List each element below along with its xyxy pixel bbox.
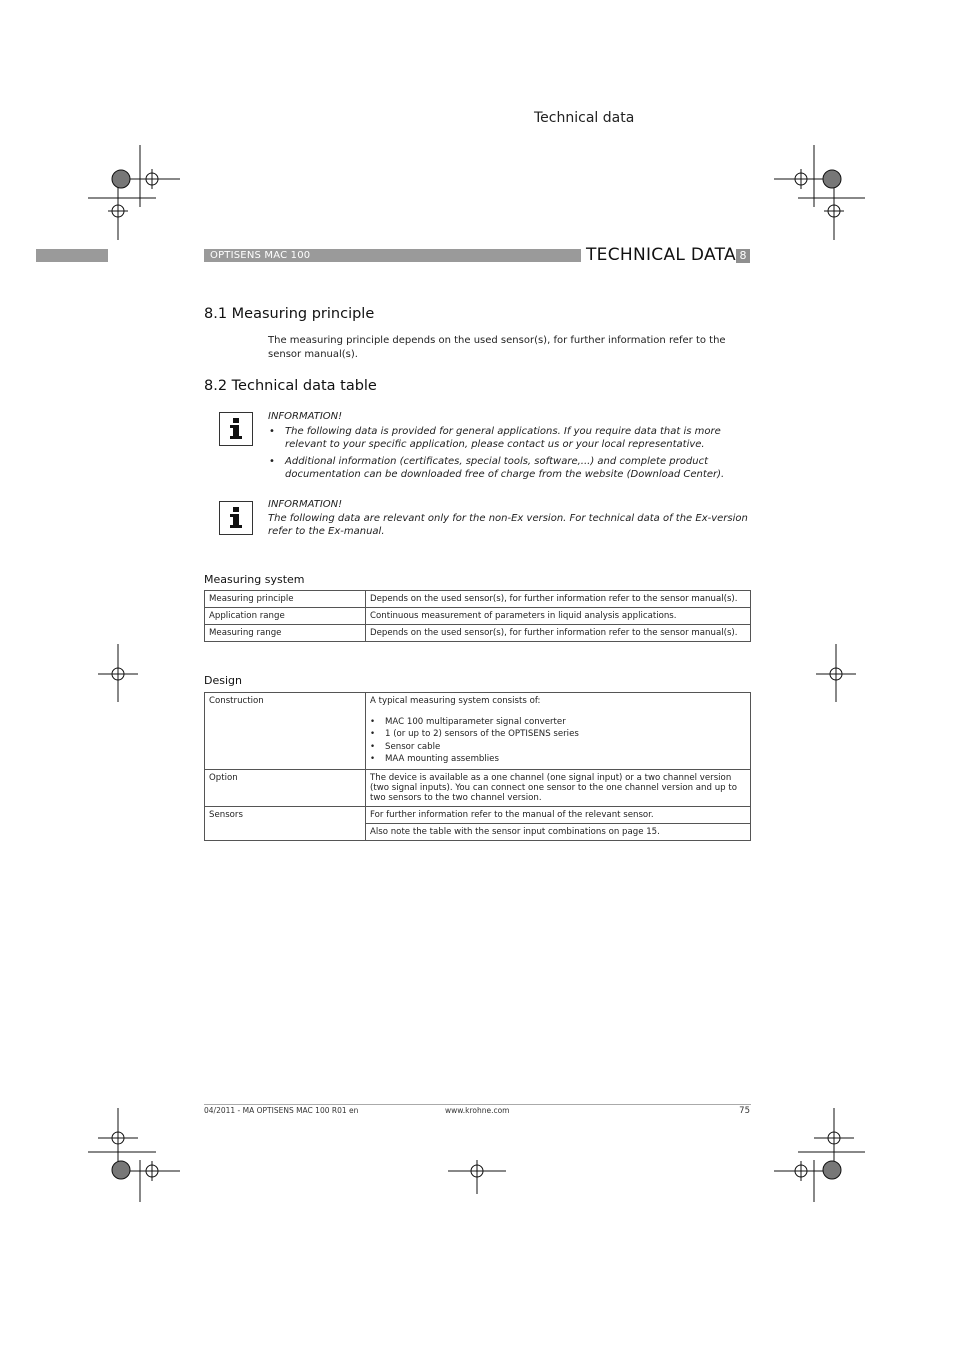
information-note-2 [268,498,753,539]
product-name: OPTISENS MAC 100 [210,250,311,261]
information-note-1 [268,410,753,485]
bullet: • [370,717,376,727]
bullet: • [370,729,376,740]
measuring-principle-text: The measuring principle depends on the used sensor(s), for further information refer to the sensor manual(s). [268,335,726,360]
row-value: For further information refer to the manual of the relevant sensor. [366,806,751,823]
design-table [204,692,751,841]
row-value: Also note the table with the sensor input combinations on page 15. [366,823,751,840]
row-value: Depends on the used sensor(s), for further information refer to the sensor manual(s). [366,625,751,642]
information-icon [219,412,253,446]
table-row [205,769,751,806]
row-label: Measuring range [205,625,366,642]
row-label: Application range [205,608,366,625]
table-row [205,693,751,770]
section-heading-8-2: 8.2 Technical data table [204,378,377,394]
registration-marks-bottom-right [768,1108,868,1204]
measuring-system-table [204,590,751,642]
header-bar-left [36,249,108,262]
footer-document-id: 04/2011 - MA OPTISENS MAC 100 R01 en [204,1106,359,1115]
construction-intro: A typical measuring system consists of: [370,696,541,706]
footer-website: www.krohne.com [445,1106,510,1115]
registration-marks-bottom-left [86,1108,186,1204]
row-value: Depends on the used sensor(s), for further information refer to the sensor manual(s). [366,591,751,608]
row-label: Measuring principle [205,591,366,608]
registration-marks-top-left [86,145,186,245]
running-title: Technical data [534,110,635,126]
list-item: • MAA mounting assemblies [370,754,499,765]
table-row [205,591,751,608]
information-icon [219,501,253,535]
table-title-design: Design [204,674,242,687]
table-row [205,806,751,823]
list-item: • 1 (or up to 2) sensors of the OPTISENS series [370,729,579,740]
row-label: Option [205,769,366,806]
registration-mark-mid-right [814,644,858,704]
list-item: • Additional information (certificates, special tools, software,...) and complete product documentation can be downloaded free of charge from the website (Download Center). [269,455,725,480]
table-row [205,608,751,625]
bullet: • [370,754,376,765]
registration-mark-mid-left [96,644,140,704]
list-item: • MAC 100 multiparameter signal converter [370,717,566,727]
footer-rule [204,1104,751,1105]
chapter-title: TECHNICAL DATA [586,245,736,265]
chapter-number: 8 [736,249,750,263]
bullet: • [269,455,275,467]
row-value [366,693,751,770]
page-number: 75 [739,1106,750,1116]
row-label: Sensors [205,806,366,840]
row-label: Construction [205,693,366,770]
registration-marks-top-right [768,145,868,245]
table-title-measuring-system: Measuring system [204,573,305,586]
bullet: • [370,741,376,752]
row-value: Continuous measurement of parameters in liquid analysis applications. [366,608,751,625]
bullet: • [269,425,275,437]
list-item: • The following data is provided for general applications. If you require data that is more relevant to your specific application, please contact us or your local representative. [269,425,721,450]
section-heading-8-1: 8.1 Measuring principle [204,306,375,322]
table-row [205,625,751,642]
list-item: • Sensor cable [370,741,441,752]
row-value: The device is available as a one channel (one signal input) or a two channel version (two signal inputs). You can connect one sensor to the one channel version and up to two sensors to the two channel version. [366,769,751,806]
information-title: INFORMATION! [268,411,343,422]
information-text: The following data are relevant only for the non-Ex version. For technical data of the Ex-version refer to the Ex-manual. [268,512,748,537]
registration-mark-bottom-center [448,1160,506,1196]
information-title: INFORMATION! [268,499,343,510]
